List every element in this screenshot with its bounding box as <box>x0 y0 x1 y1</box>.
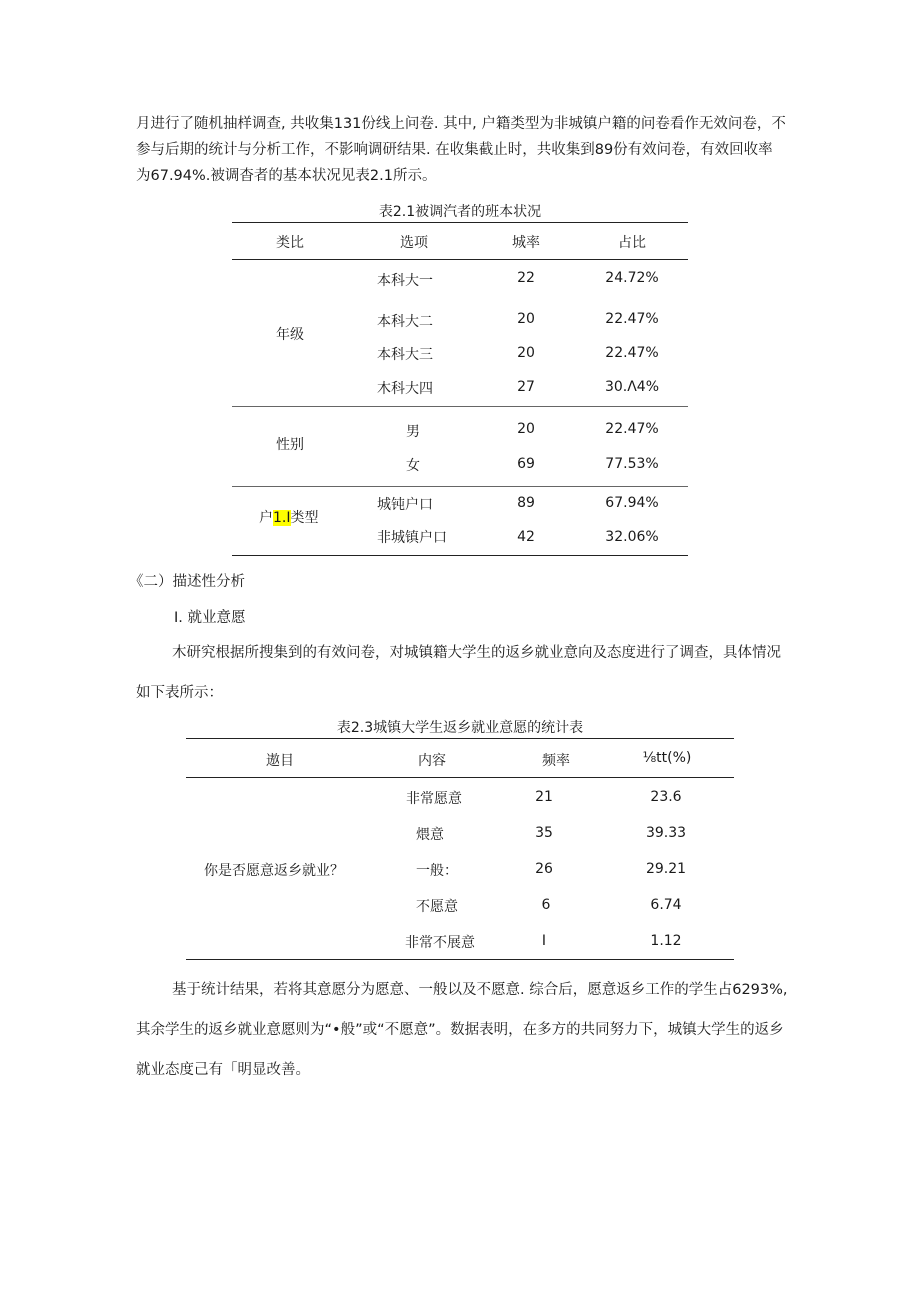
table1-group-label: 年级 <box>276 327 304 343</box>
table2-option: 煨意 <box>416 827 444 843</box>
table1-option: 本科大三 <box>377 347 433 363</box>
table2-freq: 21 <box>535 789 553 805</box>
table2-pct: 39.33 <box>645 825 687 841</box>
table1-option: 女 <box>406 458 420 474</box>
table2-top-rule <box>186 738 734 739</box>
table1-header-option: 选项 <box>400 235 428 251</box>
table2-pct: 1.12 <box>650 933 682 949</box>
table2-option: 非常愿意 <box>406 791 462 807</box>
table2-header-item: 遨目 <box>266 753 294 769</box>
table1-group-divider <box>232 486 688 487</box>
table1-freq: 27 <box>517 379 535 395</box>
table2-freq: 26 <box>535 861 553 877</box>
paragraph-1: 月进行了随机抽样调查, 共收集131份线上问卷. 其中, 户籍类型为非城镇户籍的问卷看作无效问卷，不参与后期的统计与分析工作，不影响调研结果. 在收集截止时，共收集到89份有效问卷，有效回收率为67.94%.被调杳者的基本状况见表2.1所示。 <box>136 116 786 184</box>
table1-group-divider <box>232 406 688 407</box>
table2-option: 非常不展意 <box>405 935 475 951</box>
table1-freq: 69 <box>517 456 535 472</box>
table1-freq: 42 <box>517 529 535 545</box>
table2-header-frequency: 频率 <box>542 753 570 769</box>
table1-header-frequency: 城率 <box>512 235 540 251</box>
table1-freq: 20 <box>517 311 535 327</box>
table2-caption: 表2.3城镇大学生返乡就业意愿的统计表 <box>336 720 584 736</box>
table2-pct: 29.21 <box>645 861 687 877</box>
table1-pct: 30.Λ4% <box>604 379 660 395</box>
table1-option: 非城镇户口 <box>377 530 447 546</box>
table2-freq: 35 <box>535 825 553 841</box>
table1-caption: 表2.1被调汽者的班本状况 <box>378 204 542 220</box>
table1-header-category: 类比 <box>276 235 304 251</box>
table2-header-percent: ⅛tt(%) <box>642 750 692 766</box>
table2-pct: 23.6 <box>650 789 682 805</box>
table1-freq: 89 <box>517 495 535 511</box>
table1-freq: 20 <box>517 345 535 361</box>
table1-option: 男 <box>406 424 420 440</box>
paragraph-2: 木研究根据所搜集到的有效问卷，对城镇籍大学生的返乡就业意向及态度进行了调查，具体情况如下表所示： <box>136 645 781 701</box>
table1-freq: 22 <box>517 270 535 286</box>
table1-pct: 22.47% <box>605 311 659 327</box>
table2-pct: 6.74 <box>650 897 682 913</box>
section-heading: 《二）描述性分析 <box>129 574 245 590</box>
table1-header-percent: 占比 <box>618 235 646 251</box>
table2-option: 一般： <box>416 863 458 879</box>
table1-pct: 77.53% <box>605 456 659 472</box>
table1-option: 城钝户口 <box>377 497 433 513</box>
table1-pct: 22.47% <box>605 421 659 437</box>
table2-question: 你是否愿意返乡就业？ <box>204 863 344 879</box>
table1-header-rule <box>232 259 688 260</box>
table1-option: 本科大一 <box>377 273 433 289</box>
table1-top-rule <box>232 222 688 223</box>
table2-freq: I <box>541 933 547 949</box>
table2-bottom-rule <box>186 959 734 960</box>
table1-option: 木科大四 <box>377 381 433 397</box>
table1-pct: 24.72% <box>605 270 659 286</box>
table1-pct: 32.06% <box>605 529 659 545</box>
table1-option: 本科大二 <box>377 314 433 330</box>
table1-bottom-rule <box>232 555 688 556</box>
table2-freq: 6 <box>541 897 551 913</box>
table2-header-content: 内容 <box>418 753 446 769</box>
table1-freq: 20 <box>517 421 535 437</box>
table1-pct: 67.94% <box>605 495 659 511</box>
table2-option: 不愿意 <box>416 899 458 915</box>
table1-group-label: 性别 <box>276 437 304 453</box>
table1-pct: 22.47% <box>605 345 659 361</box>
subheading: I. 就业意愿 <box>174 610 246 626</box>
table1-group-label: 户1.I类型 <box>259 510 319 526</box>
table2-header-rule <box>186 777 734 778</box>
paragraph-3: 基于统计结果，若将其意愿分为愿意、一般以及不愿意. 综合后，愿意返乡工作的学生占6293%,其余学生的返乡就业意愿则为“•般”或“不愿意”。数据表明，在多方的共同努力下，城镇大学生的返乡就业态度己有「明显改善。 <box>136 982 788 1078</box>
